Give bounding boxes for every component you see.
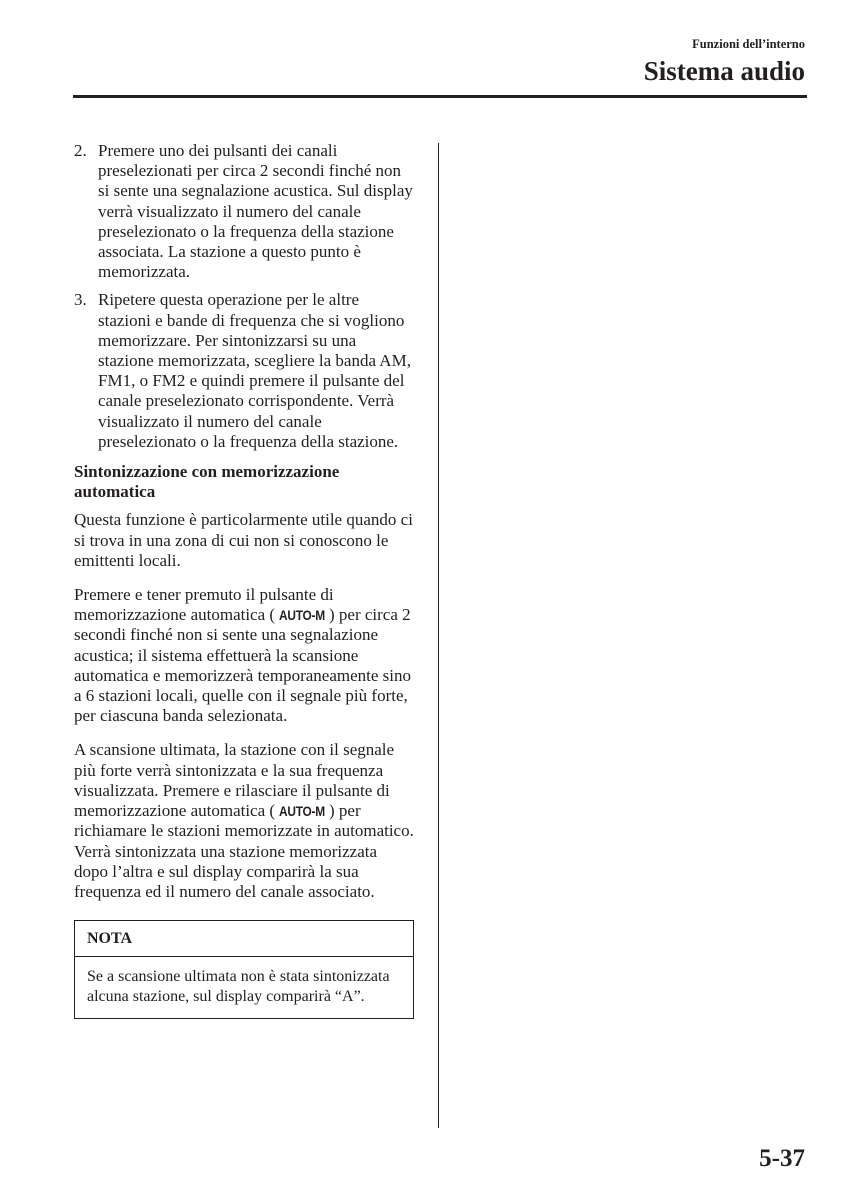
step-item [74, 290, 414, 452]
paragraph-text: A scansione ultimata, la stazione con il segnale più forte verrà sintonizzata e la sua frequenza visualizzata. Premere e rilasciare il pulsante di memorizzazione automatica ( [74, 740, 395, 821]
paragraph-text: ) per circa 2 secondi finché non si sente una segnalazione acustica; il sistema effettuerà la scansione automatica e memorizzerà temporaneamente sino a 6 stazioni locali, quelle con il segnale più forte, per ciascuna banda selezionata. [74, 605, 412, 726]
header-section-label: Funzioni dell’interno [692, 37, 805, 51]
paragraph [74, 740, 414, 902]
paragraph-text: Premere e tener premuto il pulsante di memorizzazione automatica ( [74, 585, 334, 625]
header-rule [73, 95, 807, 98]
page-number: 5-37 [759, 1145, 805, 1172]
paragraph [74, 585, 414, 726]
step-text: Premere uno dei pulsanti dei canali preselezionati per circa 2 secondi finché non si sente una segnalazione acustica. Sul display verrà visualizzato il numero del canale preselezionato o la frequenza della stazione associata. La stazione a questo punto è memorizzata. [98, 141, 413, 282]
left-column [74, 141, 414, 1019]
paragraph: Questa funzione è particolarmente utile quando ci si trova in una zona di cui non si conoscono le emittenti locali. [74, 510, 413, 570]
note-title: NOTA [75, 921, 413, 957]
note-box [74, 920, 414, 1019]
step-item [74, 141, 414, 282]
note-body: Se a scansione ultimata non è stata sintonizzata alcuna stazione, sul display comparirà “A”. [87, 968, 390, 1005]
page-title: Sistema audio [643, 56, 805, 86]
auto-m-key-label: AUTO-M [279, 803, 325, 820]
auto-m-key-label: AUTO-M [279, 607, 325, 624]
step-number: 2. [74, 141, 87, 160]
step-text: Ripetere questa operazione per le altre stazioni e bande di frequenza che si vogliono memorizzare. Per sintonizzarsi su una stazione memorizzata, scegliere la banda AM, FM1, o FM2 e quindi premere il pulsante del canale preselezionato corrispondente. Verrà visualizzato il numero del canale preselezionato o la frequenza della stazione. [98, 290, 411, 451]
section-subheading: Sintonizzazione con memorizzazione automatica [74, 462, 340, 502]
column-divider [438, 143, 439, 1128]
step-number: 3. [74, 290, 87, 310]
paragraph-text: ) per richiamare le stazioni memorizzate in automatico. Verrà sintonizzata una stazione memorizzata dopo l’altra e sul display comparirà la sua frequenza ed il numero del canale associato. [74, 801, 414, 901]
